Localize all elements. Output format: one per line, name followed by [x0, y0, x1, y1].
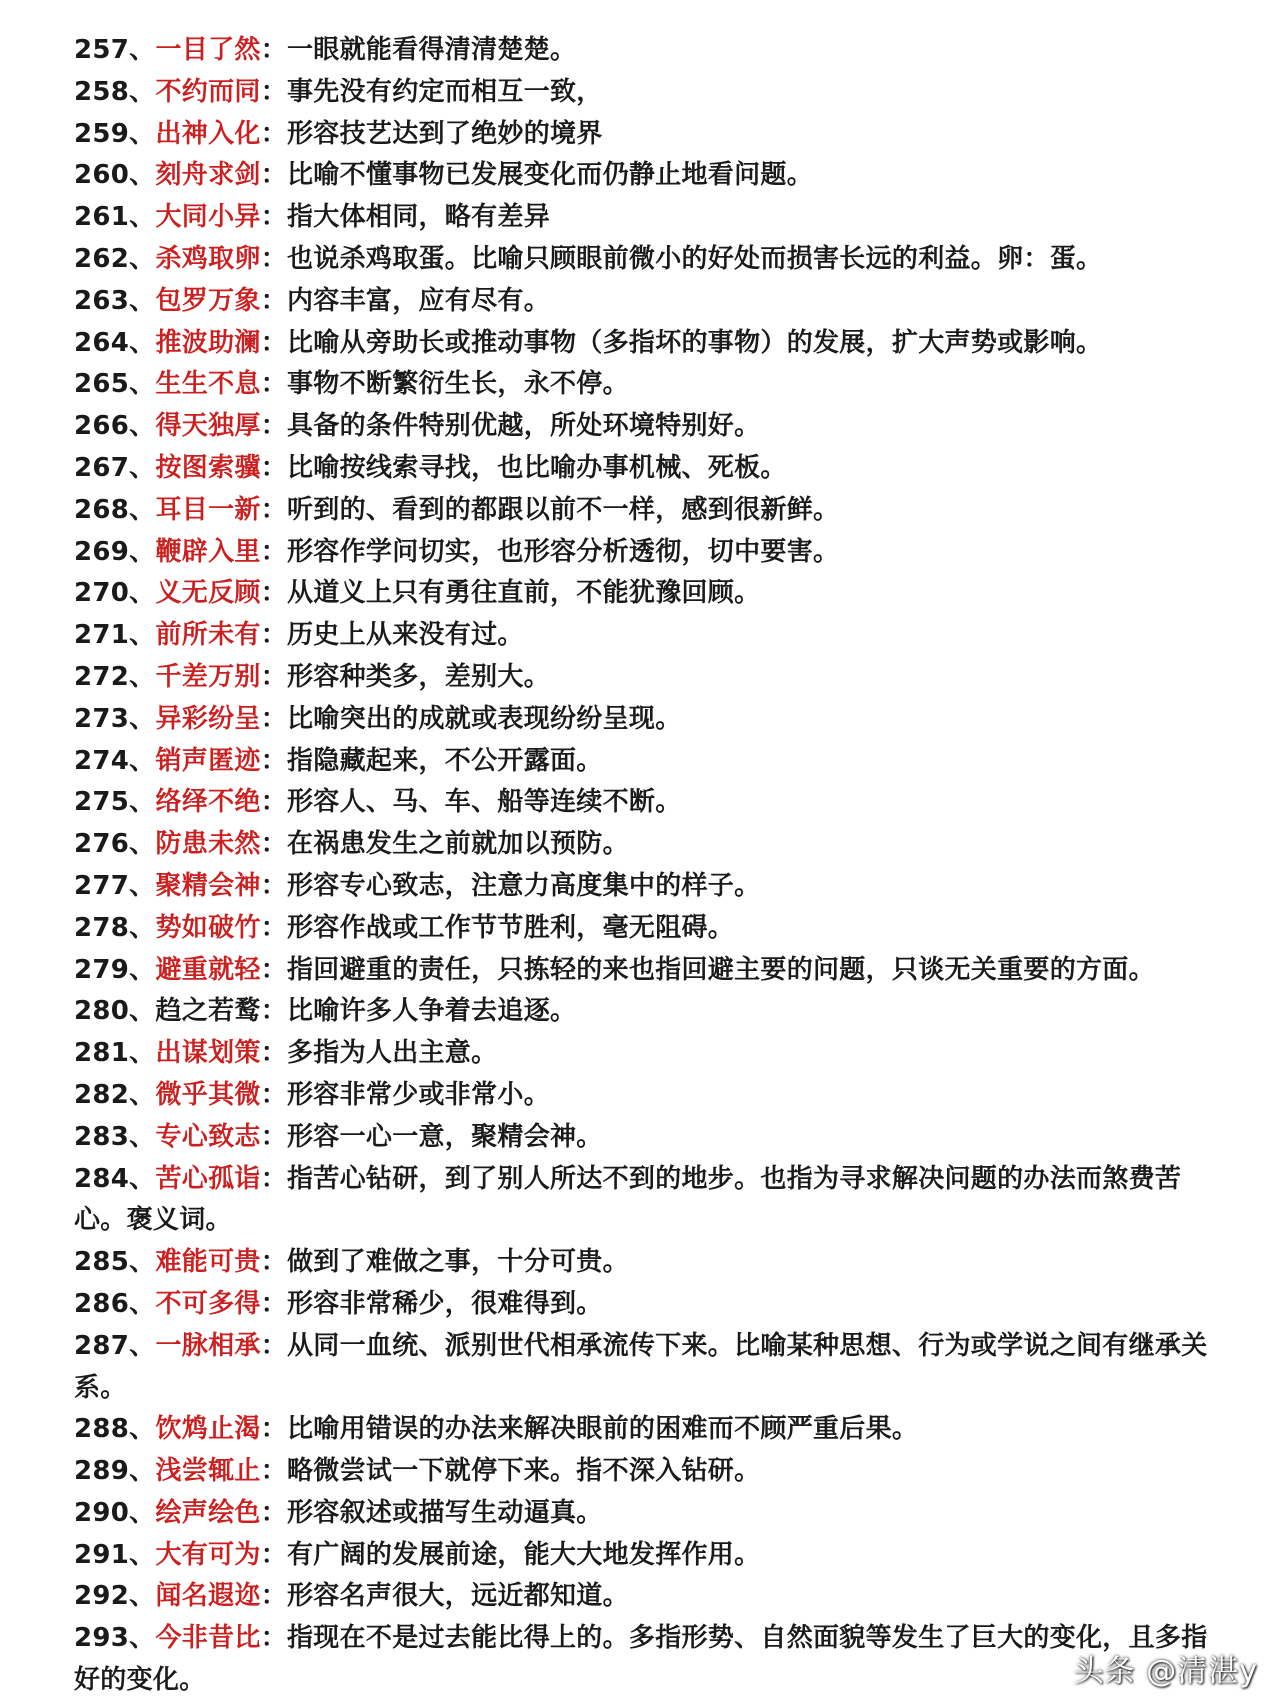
idiom-definition: 多指为人出主意。 — [287, 1038, 498, 1069]
idiom-term: 不约而同 — [155, 76, 261, 107]
entry-number: 266、 — [74, 411, 156, 442]
idiom-term: 义无反顾 — [155, 578, 261, 609]
term-separator: ： — [260, 620, 287, 651]
term-separator: ： — [260, 1038, 287, 1069]
idiom-definition: 从道义上只有勇往直前，不能犹豫回顾。 — [287, 578, 761, 609]
idiom-definition: 具备的条件特别优越，所处环境特别好。 — [287, 411, 761, 442]
entry-number: 267、 — [74, 452, 156, 483]
idiom-term: 推波助澜 — [155, 327, 261, 358]
idiom-entry — [74, 30, 1224, 72]
term-separator: ： — [260, 870, 287, 901]
idiom-term: 不可多得 — [155, 1288, 261, 1319]
idiom-term: 刻舟求剑 — [155, 160, 261, 191]
idiom-entry — [74, 1326, 1224, 1410]
entry-number: 260、 — [74, 160, 156, 191]
idiom-definition: 指现在不是过去能比得上的。多指形势、自然面貌等发生了巨大的变化，且多指好的变化。 — [74, 1623, 1208, 1696]
term-separator: ： — [260, 829, 287, 860]
idiom-entry — [74, 573, 1224, 615]
idiom-term: 防患未然 — [155, 829, 261, 860]
idiom-entry — [74, 741, 1224, 783]
idiom-entry — [74, 699, 1224, 741]
idiom-term: 专心致志 — [155, 1121, 261, 1152]
idiom-term: 浅尝辄止 — [155, 1456, 261, 1487]
entry-number: 283、 — [74, 1121, 156, 1152]
entry-number: 265、 — [74, 369, 156, 400]
idiom-definition: 指大体相同，略有差异 — [287, 202, 551, 233]
entry-number: 278、 — [74, 912, 156, 943]
idiom-definition: 有广阔的发展前途，能大大地发挥作用。 — [287, 1539, 761, 1570]
term-separator: ： — [260, 369, 287, 400]
idiom-term: 出神入化 — [155, 118, 261, 149]
entry-number: 277、 — [74, 870, 156, 901]
term-separator: ： — [260, 1121, 287, 1152]
idiom-entry — [74, 1618, 1224, 1702]
idiom-term: 大同小异 — [155, 202, 261, 233]
entry-number: 258、 — [74, 76, 156, 107]
idiom-definition: 比喻突出的成就或表现纷纷呈现。 — [287, 703, 682, 734]
idiom-list — [74, 30, 1224, 1702]
idiom-definition: 听到的、看到的都跟以前不一样，感到很新鲜。 — [287, 494, 840, 525]
idiom-term: 千差万别 — [155, 661, 261, 692]
term-separator: ： — [260, 912, 287, 943]
idiom-entry — [74, 991, 1224, 1033]
idiom-entry — [74, 615, 1224, 657]
idiom-term: 大有可为 — [155, 1539, 261, 1570]
idiom-entry — [74, 364, 1224, 406]
idiom-entry — [74, 1159, 1224, 1243]
idiom-term: 出谋划策 — [155, 1038, 261, 1069]
idiom-definition: 形容人、马、车、船等连续不断。 — [287, 787, 682, 818]
idiom-definition: 形容作学问切实，也形容分析透彻，切中要害。 — [287, 536, 840, 567]
idiom-entry — [74, 1033, 1224, 1075]
entry-number: 259、 — [74, 118, 156, 149]
entry-number: 272、 — [74, 661, 156, 692]
entry-number: 288、 — [74, 1414, 156, 1445]
term-separator: ： — [260, 1330, 287, 1361]
idiom-entry — [74, 1075, 1224, 1117]
idiom-definition: 在祸患发生之前就加以预防。 — [287, 829, 629, 860]
idiom-definition: 形容一心一意，聚精会神。 — [287, 1121, 603, 1152]
entry-number: 270、 — [74, 578, 156, 609]
entry-number: 264、 — [74, 327, 156, 358]
idiom-term: 势如破竹 — [155, 912, 261, 943]
idiom-definition: 形容作战或工作节节胜利，毫无阻碍。 — [287, 912, 735, 943]
term-separator: ： — [260, 160, 287, 191]
term-separator: ： — [260, 118, 287, 149]
idiom-term: 避重就轻 — [155, 954, 261, 985]
term-separator: ： — [260, 578, 287, 609]
idiom-definition: 历史上从来没有过。 — [287, 620, 524, 651]
term-separator: ： — [260, 243, 287, 274]
watermark: 头条 @清湛y — [1073, 1654, 1258, 1689]
idiom-definition: 做到了难做之事，十分可贵。 — [287, 1247, 629, 1278]
idiom-term: 一目了然 — [155, 35, 261, 65]
idiom-definition: 也说杀鸡取蛋。比喻只顾眼前微小的好处而损害长远的利益。卵：蛋。 — [287, 243, 1103, 274]
entry-number: 289、 — [74, 1456, 156, 1487]
term-separator: ： — [260, 1581, 287, 1612]
idiom-definition: 指苦心钻研，到了别人所达不到的地步。也指为寻求解决问题的办法而煞费苦心。褒义词。 — [74, 1163, 1182, 1236]
idiom-definition: 形容专心致志，注意力高度集中的样子。 — [287, 870, 761, 901]
idiom-entry — [74, 908, 1224, 950]
entry-number: 271、 — [74, 620, 156, 651]
idiom-term: 微乎其微 — [155, 1079, 261, 1110]
idiom-entry — [74, 1535, 1224, 1577]
idiom-term: 一脉相承 — [155, 1330, 261, 1361]
term-separator: ： — [260, 1456, 287, 1487]
idiom-entry — [74, 782, 1224, 824]
entry-number: 262、 — [74, 243, 156, 274]
idiom-definition: 比喻许多人争着去追逐。 — [287, 996, 577, 1027]
idiom-entry — [74, 448, 1224, 490]
term-separator: ： — [260, 1539, 287, 1570]
idiom-term: 难能可贵 — [155, 1247, 261, 1278]
entry-number: 273、 — [74, 703, 156, 734]
idiom-definition: 形容非常少或非常小。 — [287, 1079, 551, 1110]
idiom-definition: 比喻按线索寻找，也比喻办事机械、死板。 — [287, 452, 787, 483]
term-separator: ： — [260, 1623, 287, 1654]
idiom-definition: 形容名声很大，远近都知道。 — [287, 1581, 629, 1612]
idiom-definition: 形容种类多，差别大。 — [287, 661, 551, 692]
idiom-definition: 比喻从旁助长或推动事物（多指坏的事物）的发展，扩大声势或影响。 — [287, 327, 1103, 358]
idiom-definition: 形容叙述或描写生动逼真。 — [287, 1497, 603, 1528]
idiom-entry — [74, 72, 1224, 114]
idiom-term: 耳目一新 — [155, 494, 261, 525]
idiom-term: 杀鸡取卵 — [155, 243, 261, 274]
term-separator: ： — [260, 536, 287, 567]
idiom-entry — [74, 1117, 1224, 1159]
entry-number: 292、 — [74, 1581, 156, 1612]
idiom-entry — [74, 866, 1224, 908]
idiom-definition: 略微尝试一下就停下来。指不深入钻研。 — [287, 1456, 761, 1487]
idiom-entry — [74, 114, 1224, 156]
idiom-term: 异彩纷呈 — [155, 703, 261, 734]
idiom-definition: 形容非常稀少，很难得到。 — [287, 1288, 603, 1319]
entry-number: 274、 — [74, 745, 156, 776]
entry-number: 290、 — [74, 1497, 156, 1528]
term-separator: ： — [260, 1288, 287, 1319]
idiom-entry — [74, 950, 1224, 992]
idiom-term: 闻名遐迩 — [155, 1581, 261, 1612]
idiom-entry — [74, 490, 1224, 532]
idiom-term: 饮鸩止渴 — [155, 1414, 261, 1445]
term-separator: ： — [260, 1247, 287, 1278]
term-separator: ： — [260, 661, 287, 692]
term-separator: ： — [260, 76, 287, 107]
term-separator: ： — [260, 202, 287, 233]
idiom-term: 聚精会神 — [155, 870, 261, 901]
term-separator: ： — [260, 1163, 287, 1194]
idiom-entry — [74, 323, 1224, 365]
entry-number: 286、 — [74, 1288, 156, 1319]
idiom-term: 苦心孤诣 — [155, 1163, 261, 1194]
entry-number: 263、 — [74, 285, 156, 316]
term-separator: ： — [260, 411, 287, 442]
idiom-definition: 形容技艺达到了绝妙的境界 — [287, 118, 603, 149]
idiom-entry — [74, 657, 1224, 699]
idiom-term: 得天独厚 — [155, 411, 261, 442]
idiom-entry — [74, 824, 1224, 866]
term-separator: ： — [260, 1079, 287, 1110]
idiom-term: 按图索骥 — [155, 452, 261, 483]
idiom-entry — [74, 281, 1224, 323]
idiom-definition: 比喻不懂事物已发展变化而仍静止地看问题。 — [287, 160, 814, 191]
entry-number: 280、 — [74, 996, 156, 1027]
idiom-entry — [74, 1284, 1224, 1326]
idiom-term: 生生不息 — [155, 369, 261, 400]
idiom-definition: 事先没有约定而相互一致， — [287, 76, 603, 107]
entry-number: 281、 — [74, 1038, 156, 1069]
entry-number: 291、 — [74, 1539, 156, 1570]
idiom-definition: 一眼就能看得清清楚楚。 — [287, 35, 577, 65]
idiom-entry — [74, 406, 1224, 448]
entry-number: 287、 — [74, 1330, 156, 1361]
idiom-term: 趋之若鹜 — [155, 996, 261, 1027]
entry-number: 269、 — [74, 536, 156, 567]
idiom-entry — [74, 1409, 1224, 1451]
entry-number: 276、 — [74, 829, 156, 860]
idiom-entry — [74, 1242, 1224, 1284]
term-separator: ： — [260, 1414, 287, 1445]
idiom-definition: 从同一血统、派别世代相承流传下来。比喻某种思想、行为或学说之间有继承关系。 — [74, 1330, 1208, 1403]
entry-number: 282、 — [74, 1079, 156, 1110]
idiom-term: 今非昔比 — [155, 1623, 261, 1654]
idiom-term: 络绎不绝 — [155, 787, 261, 818]
idiom-term: 销声匿迹 — [155, 745, 261, 776]
term-separator: ： — [260, 745, 287, 776]
term-separator: ： — [260, 452, 287, 483]
idiom-entry — [74, 197, 1224, 239]
idiom-definition: 指隐藏起来，不公开露面。 — [287, 745, 603, 776]
term-separator: ： — [260, 954, 287, 985]
idiom-definition: 指回避重的责任，只拣轻的来也指回避主要的问题，只谈无关重要的方面。 — [287, 954, 1155, 985]
idiom-term: 前所未有 — [155, 620, 261, 651]
term-separator: ： — [260, 787, 287, 818]
idiom-entry — [74, 1451, 1224, 1493]
entry-number: 279、 — [74, 954, 156, 985]
idiom-term: 绘声绘色 — [155, 1497, 261, 1528]
entry-number: 257、 — [74, 35, 156, 65]
entry-number: 275、 — [74, 787, 156, 818]
entry-number: 293、 — [74, 1623, 156, 1654]
idiom-entry — [74, 1493, 1224, 1535]
idiom-definition: 事物不断繁衍生长，永不停。 — [287, 369, 629, 400]
idiom-term: 包罗万象 — [155, 285, 261, 316]
entry-number: 284、 — [74, 1163, 156, 1194]
entry-number: 268、 — [74, 494, 156, 525]
entry-number: 261、 — [74, 202, 156, 233]
term-separator: ： — [260, 35, 287, 65]
entry-number: 285、 — [74, 1247, 156, 1278]
term-separator: ： — [260, 494, 287, 525]
idiom-term: 鞭辟入里 — [155, 536, 261, 567]
term-separator: ： — [260, 1497, 287, 1528]
idiom-entry — [74, 239, 1224, 281]
idiom-entry — [74, 155, 1224, 197]
term-separator: ： — [260, 703, 287, 734]
term-separator: ： — [260, 996, 287, 1027]
term-separator: ： — [260, 327, 287, 358]
idiom-entry — [74, 1576, 1224, 1618]
idiom-entry — [74, 532, 1224, 574]
term-separator: ： — [260, 285, 287, 316]
idiom-definition: 内容丰富，应有尽有。 — [287, 285, 551, 316]
idiom-definition: 比喻用错误的办法来解决眼前的困难而不顾严重后果。 — [287, 1414, 919, 1445]
